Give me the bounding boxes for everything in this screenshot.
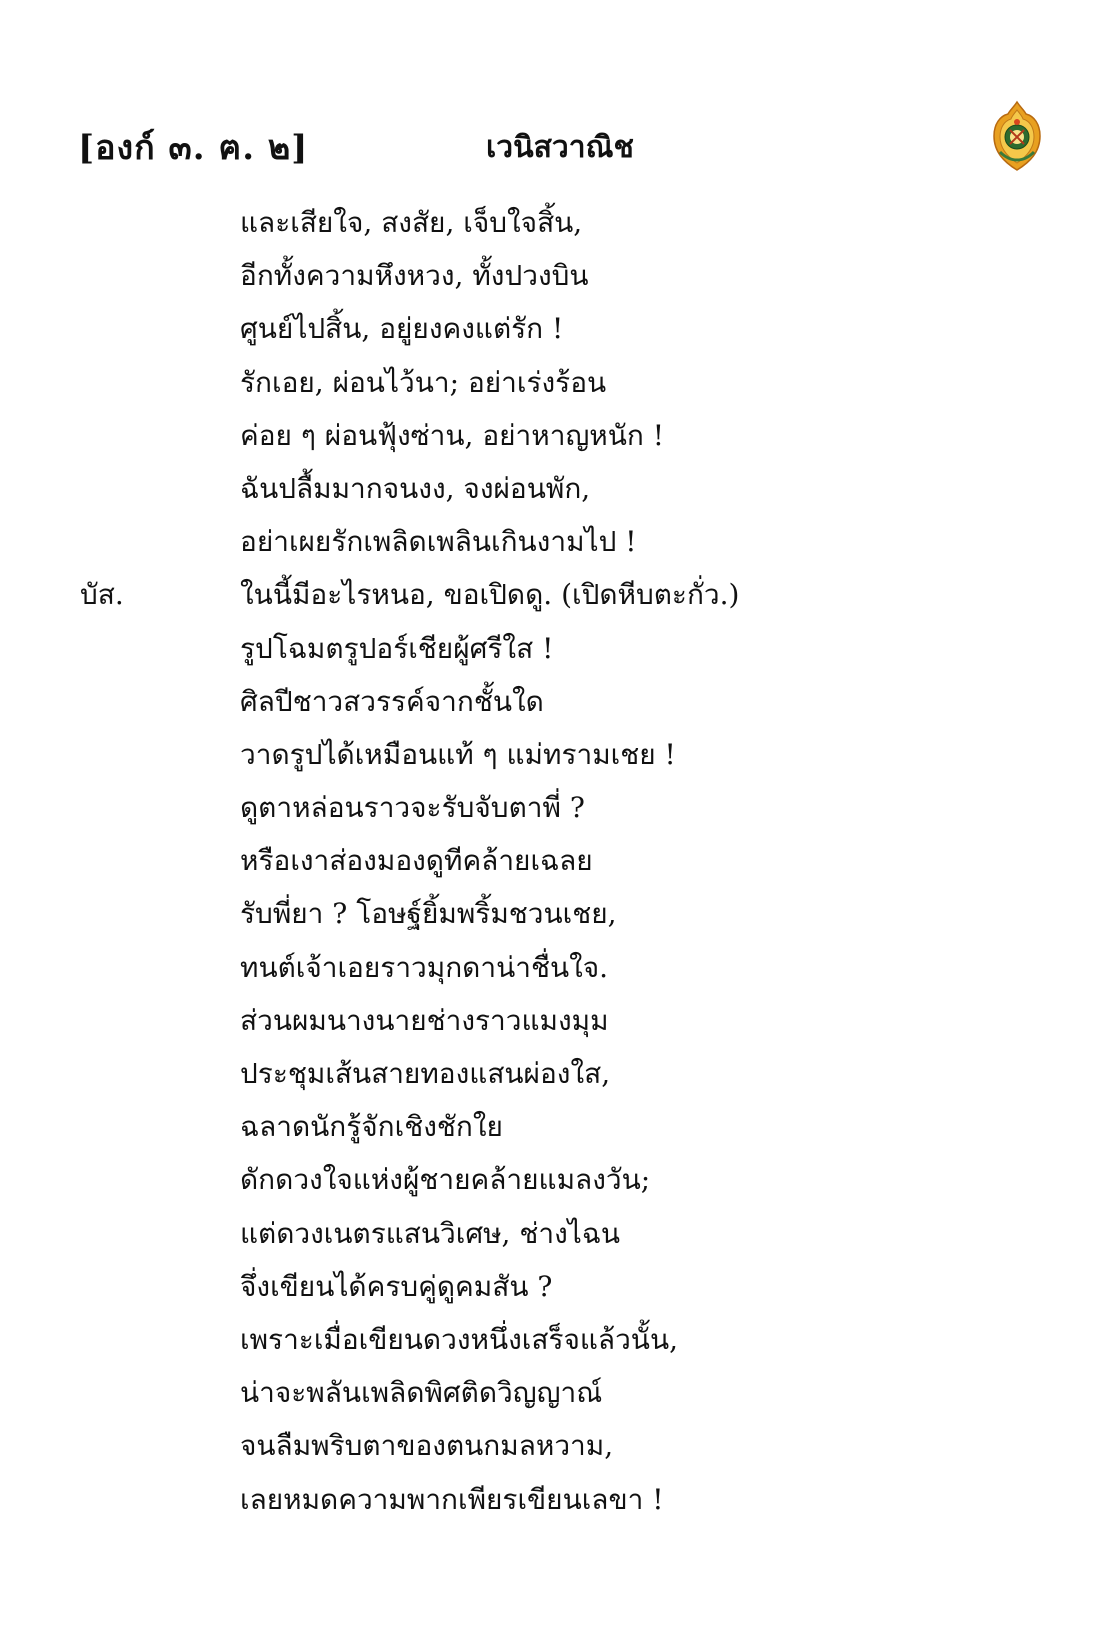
verse-text: น่าจะพลันเพลิดพิศติดวิญญาณ์: [240, 1376, 603, 1410]
verse-line: [0, 1419, 1100, 1472]
verse-line: [0, 1047, 1100, 1100]
verse-line: [0, 462, 1100, 515]
verse-line: [0, 1366, 1100, 1419]
verse-text: และเสียใจ, สงสัย, เจ็บใจสิ้น,: [240, 206, 583, 239]
act-scene-reference: [องก์ ๓. ฅ. ๒]: [78, 128, 309, 168]
verse-line: [0, 1207, 1100, 1260]
verse-line: [0, 515, 1100, 568]
verse-text: ศูนย์ไปสิ้น, อยู่ยงคงแต่รัก !: [240, 312, 564, 346]
verse-line: [0, 1473, 1100, 1526]
verse-line: [0, 1100, 1100, 1153]
verse-text: จึ่งเขียนได้ครบคู่ดูคมสัน ?: [240, 1269, 553, 1303]
verse-line: [0, 249, 1100, 302]
verse-line: [0, 622, 1100, 675]
verse-text: อีกทั้งความหึงหวง, ทั้งปวงบิน: [240, 259, 589, 293]
verse-line: [0, 1260, 1100, 1313]
crest-emblem-icon: [990, 100, 1044, 172]
verse-text: รูปโฉมตรูปอร์เชียผู้ศรีใส !: [240, 631, 554, 665]
verse-line: [0, 994, 1100, 1047]
verse-line: [0, 196, 1100, 249]
verse-text: ส่วนผมนางนายช่างราวแมงมุม: [240, 1003, 609, 1037]
verse-text: แต่ดวงเนตรแสนวิเศษ, ช่างไฉน: [240, 1216, 621, 1250]
verse-text: วาดรูปได้เหมือนแท้ ๆ แม่ทรามเชย !: [240, 737, 676, 771]
verse-text: ดักดวงใจแห่งผู้ชายคล้ายแมลงวัน;: [240, 1163, 651, 1197]
verse-line: [0, 781, 1100, 834]
verse-text: ค่อย ๆ ผ่อนฟุ้งซ่าน, อย่าหาญหนัก !: [240, 418, 665, 452]
verse-text: ทนต์เจ้าเอยราวมุกดาน่าชื่นใจ.: [240, 950, 609, 984]
play-title: เวนิสวาณิช: [486, 130, 634, 165]
verse-line: [0, 834, 1100, 887]
verse-text: จนลืมพริบตาของตนกมลหวาม,: [240, 1429, 614, 1463]
verse-line: [0, 941, 1100, 994]
verse-text: เพราะเมื่อเขียนดวงหนึ่งเสร็จแล้วนั้น,: [240, 1322, 678, 1356]
speaker-label: บัส.: [80, 578, 124, 612]
verse-text: เลยหมดความพากเพียรเขียนเลขา !: [240, 1482, 664, 1516]
verse-text: รักเอย, ผ่อนไว้นา; อย่าเร่งร้อน: [240, 365, 607, 399]
page-header: [78, 120, 978, 180]
verse-text: หรือเงาส่องมองดูทีคล้ายเฉลย: [240, 844, 593, 878]
verse-text: ประชุมเส้นสายทองแสนผ่องใส,: [240, 1057, 611, 1090]
verse-line: [0, 1153, 1100, 1206]
verse-line: [0, 887, 1100, 940]
verse-text: ฉลาดนักรู้จักเชิงชักใย: [240, 1110, 503, 1144]
verse-text: ดูตาหล่อนราวจะรับจับตาพี่ ?: [240, 791, 585, 825]
verse-text: ศิลปีชาวสวรรค์จากชั้นใด: [240, 684, 544, 718]
verse-line: [0, 356, 1100, 409]
verse-text: ในนี้มีอะไรหนอ, ขอเปิดดู. (เปิดหีบตะกั่ว.): [240, 578, 740, 612]
verse-block: [0, 196, 1100, 1526]
verse-line: [0, 728, 1100, 781]
verse-line: [0, 675, 1100, 728]
verse-text: รับพี่ยา ? โอษฐ์ยิ้มพริ้มชวนเชย,: [240, 897, 617, 931]
verse-line: [0, 568, 1100, 621]
verse-text: ฉันปลื้มมากจนงง, จงผ่อนพัก,: [240, 471, 591, 505]
verse-line: [0, 409, 1100, 462]
verse-line: [0, 302, 1100, 355]
verse-text: อย่าเผยรักเพลิดเพลินเกินงามไป !: [240, 525, 637, 559]
verse-line: [0, 1313, 1100, 1366]
